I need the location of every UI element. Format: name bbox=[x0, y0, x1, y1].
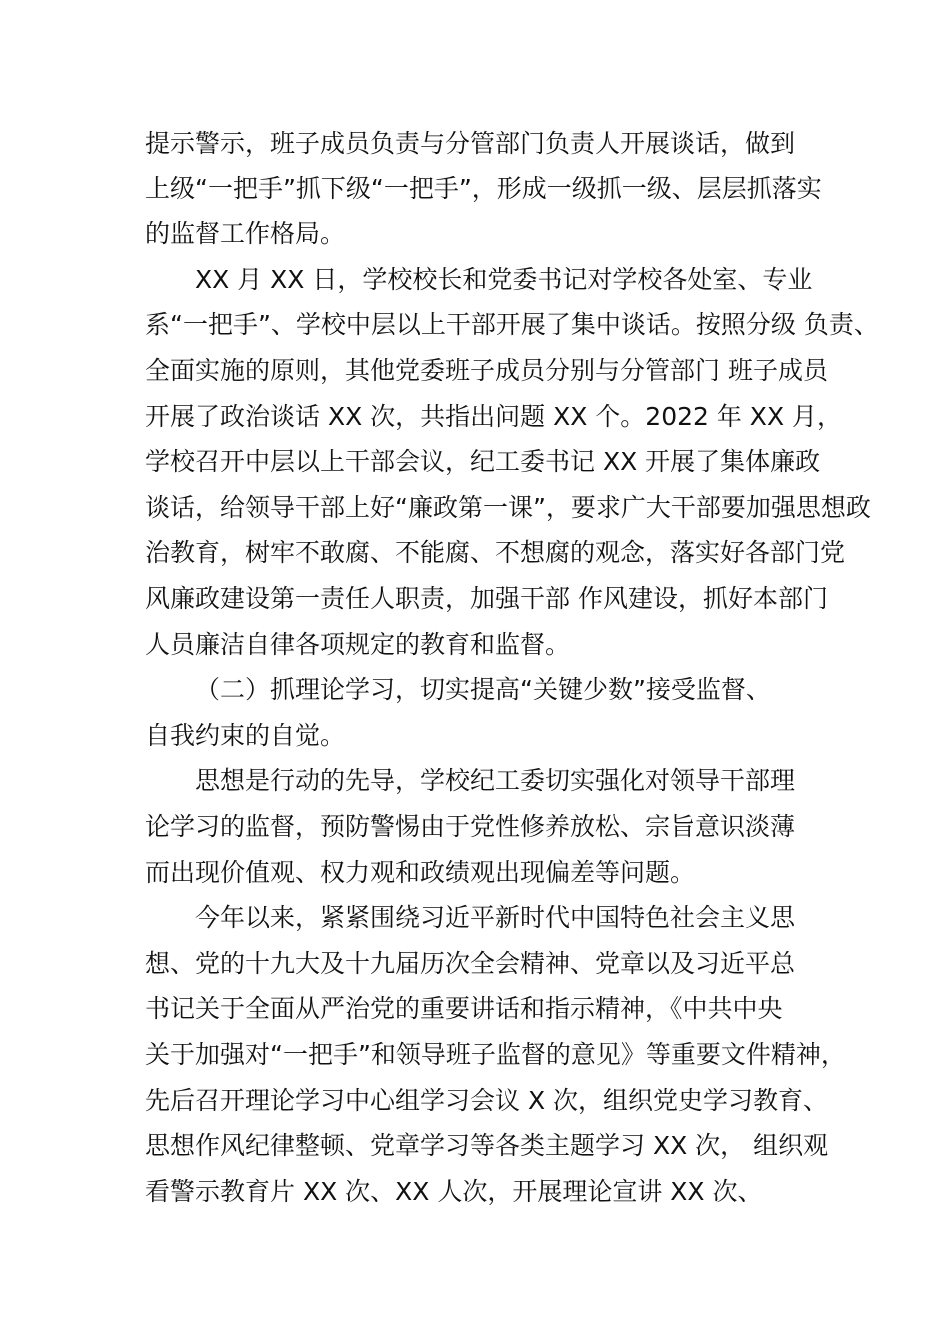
text-line: 提示警示，班子成员负责与分管部门负责人开展谈话，做到 bbox=[145, 129, 796, 158]
text-line: 学校召开中层以上干部会议，纪工委书记 XX 开展了集体廉政 bbox=[145, 447, 821, 476]
text-line: 风廉政建设第一责任人职责，加强干部 作风建设，抓好本部门 bbox=[145, 584, 828, 613]
text-line: 全面实施的原则，其他党委班子成员分别与分管部门 班子成员 bbox=[145, 356, 828, 385]
text-line: 开展了政治谈话 XX 次，共指出问题 XX 个。2022 年 XX 月， bbox=[145, 402, 843, 431]
text-line: 谈话，给领导干部上好“廉政第一课”，要求广大干部要加强思想政 bbox=[145, 493, 871, 522]
text-line: 人员廉洁自律各项规定的教育和监督。 bbox=[145, 630, 571, 659]
text-line: 关于加强对“一把手”和领导班子监督的意见》等重要文件精神， bbox=[145, 1040, 846, 1069]
text-line: 思想作风纪律整顿、党章学习等各类主题学习 XX 次， 组织观 bbox=[145, 1131, 829, 1160]
text-line: 思想是行动的先导，学校纪工委切实强化对领导干部理 bbox=[195, 766, 796, 795]
text-line: 的监督工作格局。 bbox=[145, 219, 346, 248]
text-line: 论学习的监督，预防警惕由于党性修养放松、宗旨意识淡薄 bbox=[145, 812, 796, 841]
text-line: 系“一把手”、学校中层以上干部开展了集中谈话。按照分级 负责、 bbox=[145, 310, 879, 339]
text-line: 而出现价值观、权力观和政绩观出现偏差等问题。 bbox=[145, 858, 696, 887]
section-heading: （二）抓理论学习，切实提高“关键少数”接受监督、 bbox=[195, 675, 771, 704]
section-heading-continued: 自我约束的自觉。 bbox=[145, 721, 346, 750]
text-line: 治教育，树牢不敢腐、不能腐、不想腐的观念，落实好各部门党 bbox=[145, 538, 846, 567]
text-line: 书记关于全面从严治党的重要讲话和指示精神，《中共中央 bbox=[145, 994, 783, 1023]
text-line: 先后召开理论学习中心组学习会议 X 次，组织党史学习教育、 bbox=[145, 1086, 829, 1115]
text-line: 看警示教育片 XX 次、XX 人次，开展理论宣讲 XX 次、 bbox=[145, 1177, 763, 1206]
text-line: 想、党的十九大及十九届历次全会精神、党章以及习近平总 bbox=[145, 949, 796, 978]
text-line: 今年以来，紧紧围绕习近平新时代中国特色社会主义思 bbox=[195, 903, 796, 932]
text-line: XX 月 XX 日，学校校长和党委书记对学校各处室、专业 bbox=[195, 265, 813, 294]
text-line: 上级“一把手”抓下级“一把手”，形成一级抓一级、层层抓落实 bbox=[145, 174, 822, 203]
